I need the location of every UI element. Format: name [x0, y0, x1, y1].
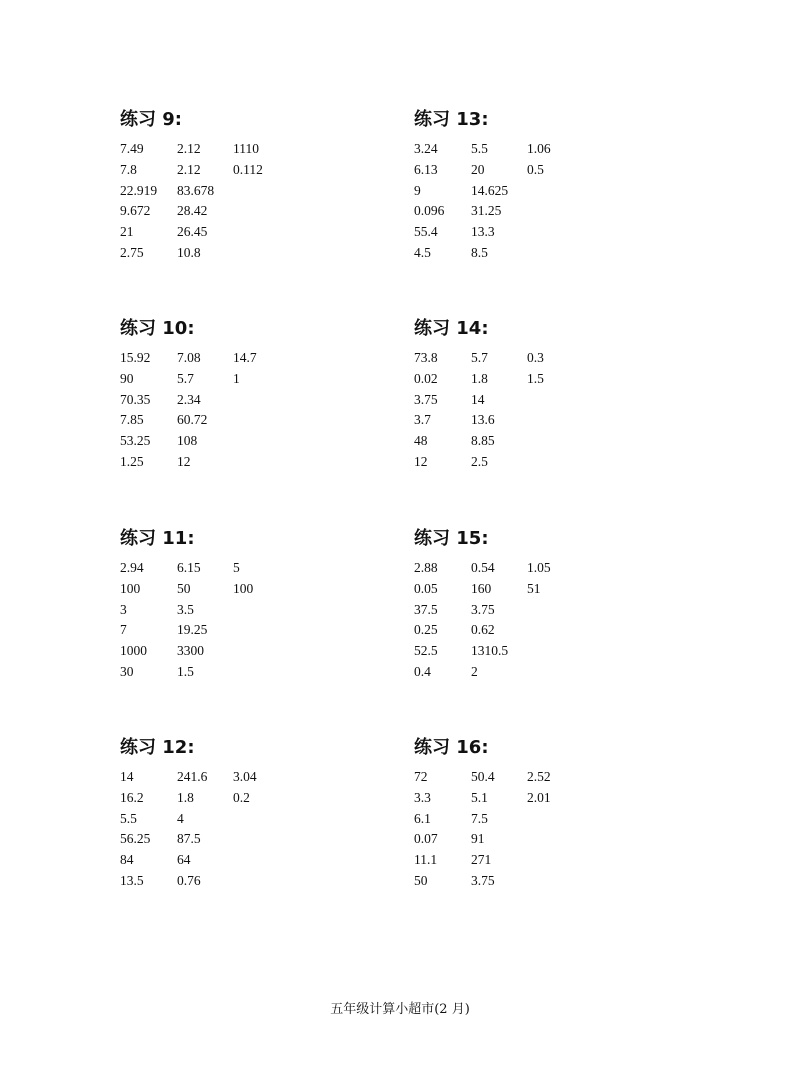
answer-cell	[527, 871, 587, 892]
answer-cell: 108	[177, 433, 198, 449]
answer-cell	[233, 809, 293, 830]
answer-cell	[527, 600, 587, 621]
answer-cell: 14.7	[233, 350, 257, 365]
answer-cell: 5.7	[177, 370, 194, 386]
answer-row	[120, 850, 293, 871]
answer-table	[120, 348, 293, 473]
answer-cell	[233, 620, 293, 641]
answer-cell	[233, 600, 293, 621]
answer-cell: 5.1	[471, 789, 488, 805]
answer-row	[414, 767, 587, 788]
answer-cell	[527, 620, 587, 641]
answer-cell	[233, 871, 293, 892]
answer-cell: 0.5	[527, 161, 544, 177]
answer-row	[120, 243, 293, 264]
answer-cell: 7	[120, 622, 127, 638]
answer-cell: 0.3	[527, 350, 544, 365]
answer-cell: 7.08	[177, 350, 201, 365]
answer-cell: 11.1	[414, 852, 438, 868]
answer-cell: 15.92	[120, 350, 151, 365]
answer-cell: 1000	[120, 643, 147, 659]
answer-cell	[233, 201, 293, 222]
answer-row	[414, 201, 587, 222]
answer-cell: 8.85	[471, 433, 495, 449]
answer-row	[414, 579, 587, 600]
answer-cell: 48	[414, 433, 428, 449]
answer-cell: 3.75	[471, 872, 495, 888]
answer-row	[414, 452, 587, 473]
answer-row	[414, 410, 587, 431]
answer-cell: 30	[120, 663, 134, 679]
exercise-title: 练习 9:	[120, 109, 182, 130]
answer-cell: 53.25	[120, 433, 151, 449]
answer-cell: 28.42	[177, 203, 208, 219]
answer-table	[414, 558, 587, 683]
answer-cell: 31.25	[471, 203, 502, 219]
answer-cell: 2.88	[414, 560, 438, 575]
answer-cell	[233, 850, 293, 871]
answer-row	[414, 641, 587, 662]
answer-cell: 241.6	[177, 769, 208, 784]
answer-cell: 1310.5	[471, 643, 509, 659]
page-footer: 五年级计算小超市(2 月)	[330, 1002, 470, 1017]
answer-cell: 73.8	[414, 350, 438, 365]
answer-cell: 50.4	[471, 769, 495, 784]
answer-row	[414, 139, 587, 160]
answer-cell: 160	[471, 580, 492, 596]
answer-cell: 13.5	[120, 872, 144, 888]
answer-row	[120, 222, 293, 243]
answer-cell: 3.5	[177, 601, 194, 617]
answer-cell	[527, 390, 587, 411]
answer-cell: 50	[414, 872, 428, 888]
exercise-16	[414, 735, 714, 892]
answer-cell: 0.02	[414, 370, 438, 386]
answer-cell: 1.8	[471, 370, 488, 386]
answer-cell: 7.85	[120, 412, 144, 428]
answer-cell: 87.5	[177, 831, 201, 847]
answer-cell	[233, 829, 293, 850]
answer-row	[414, 788, 587, 809]
answer-row	[414, 369, 587, 390]
answer-row	[120, 809, 293, 830]
answer-row	[120, 201, 293, 222]
exercise-title: 练习 10:	[120, 318, 195, 339]
answer-cell: 60.72	[177, 412, 208, 428]
answer-row	[120, 871, 293, 892]
answer-row	[414, 431, 587, 452]
answer-row	[120, 641, 293, 662]
answer-row	[414, 222, 587, 243]
answer-cell: 1.5	[177, 663, 194, 679]
answer-row	[120, 600, 293, 621]
answer-cell: 1.25	[120, 453, 144, 469]
answer-cell: 0.25	[414, 622, 438, 638]
answer-row	[120, 662, 293, 683]
answer-table	[414, 139, 587, 264]
answer-cell	[527, 809, 587, 830]
answer-cell: 8.5	[471, 244, 488, 260]
answer-cell: 3.7	[414, 412, 431, 428]
answer-cell: 0.4	[414, 663, 431, 679]
answer-cell: 21	[120, 224, 134, 240]
answer-cell: 12	[414, 453, 428, 469]
answer-table	[120, 139, 293, 264]
answer-cell: 1	[233, 370, 240, 386]
answer-cell: 52.5	[414, 643, 438, 659]
answer-row	[414, 829, 587, 850]
answer-cell	[233, 410, 293, 431]
exercise-title: 练习 14:	[414, 318, 489, 339]
exercise-15	[414, 526, 714, 683]
answer-row	[414, 243, 587, 264]
exercise-14	[414, 316, 714, 473]
answer-cell: 2.12	[177, 141, 201, 156]
answer-cell: 0.07	[414, 831, 438, 847]
answer-cell: 90	[120, 370, 134, 386]
answer-table	[414, 348, 587, 473]
answer-cell: 9	[414, 182, 421, 198]
answer-row	[120, 452, 293, 473]
answer-cell: 14	[120, 769, 134, 784]
answer-cell: 3.04	[233, 769, 257, 784]
exercise-title: 练习 15:	[414, 528, 489, 549]
answer-cell	[233, 390, 293, 411]
answer-cell: 14.625	[471, 182, 509, 198]
answer-table	[414, 767, 587, 892]
answer-cell	[233, 662, 293, 683]
answer-row	[120, 410, 293, 431]
answer-cell: 0.62	[471, 622, 495, 638]
answer-cell	[527, 181, 587, 202]
answer-cell: 2.5	[471, 453, 488, 469]
answer-cell: 2.94	[120, 560, 144, 575]
answer-cell: 64	[177, 852, 191, 868]
answer-cell: 7.5	[471, 810, 488, 826]
answer-cell: 5	[233, 560, 240, 575]
answer-cell: 2	[471, 663, 478, 679]
exercise-title: 练习 16:	[414, 737, 489, 758]
answer-row	[120, 558, 293, 579]
answer-cell: 3	[120, 601, 127, 617]
answer-cell: 6.13	[414, 161, 438, 177]
answer-cell: 0.112	[233, 161, 263, 177]
answer-cell: 0.096	[414, 203, 445, 219]
answer-row	[414, 390, 587, 411]
answer-cell: 84	[120, 852, 134, 868]
answer-cell: 5.7	[471, 350, 488, 365]
answer-cell: 2.52	[527, 769, 551, 784]
answer-cell: 4.5	[414, 244, 431, 260]
answer-cell: 13.6	[471, 412, 495, 428]
exercise-title: 练习 11:	[120, 528, 195, 549]
answer-row	[414, 662, 587, 683]
answer-row	[414, 600, 587, 621]
answer-cell: 3.75	[414, 391, 438, 407]
answer-cell: 55.4	[414, 224, 438, 240]
answer-table	[120, 558, 293, 683]
answer-cell: 6.15	[177, 560, 201, 575]
answer-cell: 72	[414, 769, 428, 784]
answer-cell: 14	[471, 391, 485, 407]
answer-cell: 5.5	[471, 141, 488, 156]
answer-cell: 0.2	[233, 789, 250, 805]
answer-cell: 1.05	[527, 560, 551, 575]
answer-row	[120, 348, 293, 369]
answer-row	[120, 390, 293, 411]
answer-row	[414, 181, 587, 202]
answer-cell: 1110	[233, 141, 259, 156]
answer-cell: 3.3	[414, 789, 431, 805]
answer-cell: 9.672	[120, 203, 151, 219]
answer-cell	[527, 829, 587, 850]
answer-cell: 70.35	[120, 391, 151, 407]
answer-cell	[527, 410, 587, 431]
exercise-title: 练习 13:	[414, 109, 489, 130]
answer-cell: 6.1	[414, 810, 431, 826]
answer-cell: 2.12	[177, 161, 201, 177]
answer-row	[414, 850, 587, 871]
answer-cell: 83.678	[177, 182, 215, 198]
answer-cell: 0.05	[414, 580, 438, 596]
answer-cell: 0.76	[177, 872, 201, 888]
answer-row	[120, 139, 293, 160]
exercise-9	[120, 107, 420, 264]
answer-cell	[527, 201, 587, 222]
answer-cell	[233, 641, 293, 662]
answer-cell: 12	[177, 453, 191, 469]
answer-cell	[527, 641, 587, 662]
exercise-10	[120, 316, 420, 473]
answer-row	[120, 767, 293, 788]
answer-cell: 51	[527, 580, 541, 596]
answer-cell	[233, 452, 293, 473]
answer-cell: 1.5	[527, 370, 544, 386]
answer-cell: 50	[177, 580, 191, 596]
answer-cell	[527, 850, 587, 871]
answer-cell: 26.45	[177, 224, 208, 240]
answer-row	[120, 369, 293, 390]
exercise-11	[120, 526, 420, 683]
answer-cell: 3.75	[471, 601, 495, 617]
answer-cell	[233, 222, 293, 243]
answer-cell	[233, 431, 293, 452]
answer-cell	[527, 431, 587, 452]
answer-row	[414, 160, 587, 181]
answer-row	[414, 871, 587, 892]
answer-cell: 100	[120, 580, 141, 596]
answer-row	[414, 809, 587, 830]
answer-row	[120, 829, 293, 850]
answer-cell: 3.24	[414, 141, 438, 156]
answer-row	[414, 348, 587, 369]
answer-cell: 5.5	[120, 810, 137, 826]
answer-cell	[527, 452, 587, 473]
answer-row	[414, 620, 587, 641]
answer-cell: 13.3	[471, 224, 495, 240]
answer-cell: 37.5	[414, 601, 438, 617]
answer-cell: 271	[471, 852, 492, 868]
answer-row	[120, 620, 293, 641]
answer-cell: 1.8	[177, 789, 194, 805]
answer-cell: 91	[471, 831, 485, 847]
answer-cell: 7.49	[120, 141, 144, 156]
answer-cell: 7.8	[120, 161, 137, 177]
answer-cell	[527, 662, 587, 683]
answer-cell: 10.8	[177, 244, 201, 260]
answer-table	[120, 767, 293, 892]
answer-cell: 2.75	[120, 244, 144, 260]
answer-row	[414, 558, 587, 579]
answer-row	[120, 579, 293, 600]
answer-cell: 100	[233, 580, 254, 596]
answer-cell	[527, 243, 587, 264]
answer-row	[120, 160, 293, 181]
answer-cell: 4	[177, 810, 184, 826]
exercise-13	[414, 107, 714, 264]
answer-row	[120, 788, 293, 809]
answer-cell: 3300	[177, 643, 204, 659]
answer-cell	[233, 243, 293, 264]
answer-cell: 56.25	[120, 831, 151, 847]
exercise-title: 练习 12:	[120, 737, 195, 758]
exercise-12	[120, 735, 420, 892]
answer-cell: 20	[471, 161, 485, 177]
answer-row	[120, 181, 293, 202]
answer-cell	[527, 222, 587, 243]
answer-cell: 2.01	[527, 789, 551, 805]
answer-cell: 2.34	[177, 391, 201, 407]
answer-cell: 19.25	[177, 622, 208, 638]
answer-cell: 1.06	[527, 141, 551, 156]
answer-cell: 22.919	[120, 182, 158, 198]
answer-cell	[233, 181, 293, 202]
answer-cell: 0.54	[471, 560, 495, 575]
answer-row	[120, 431, 293, 452]
answer-cell: 16.2	[120, 789, 144, 805]
